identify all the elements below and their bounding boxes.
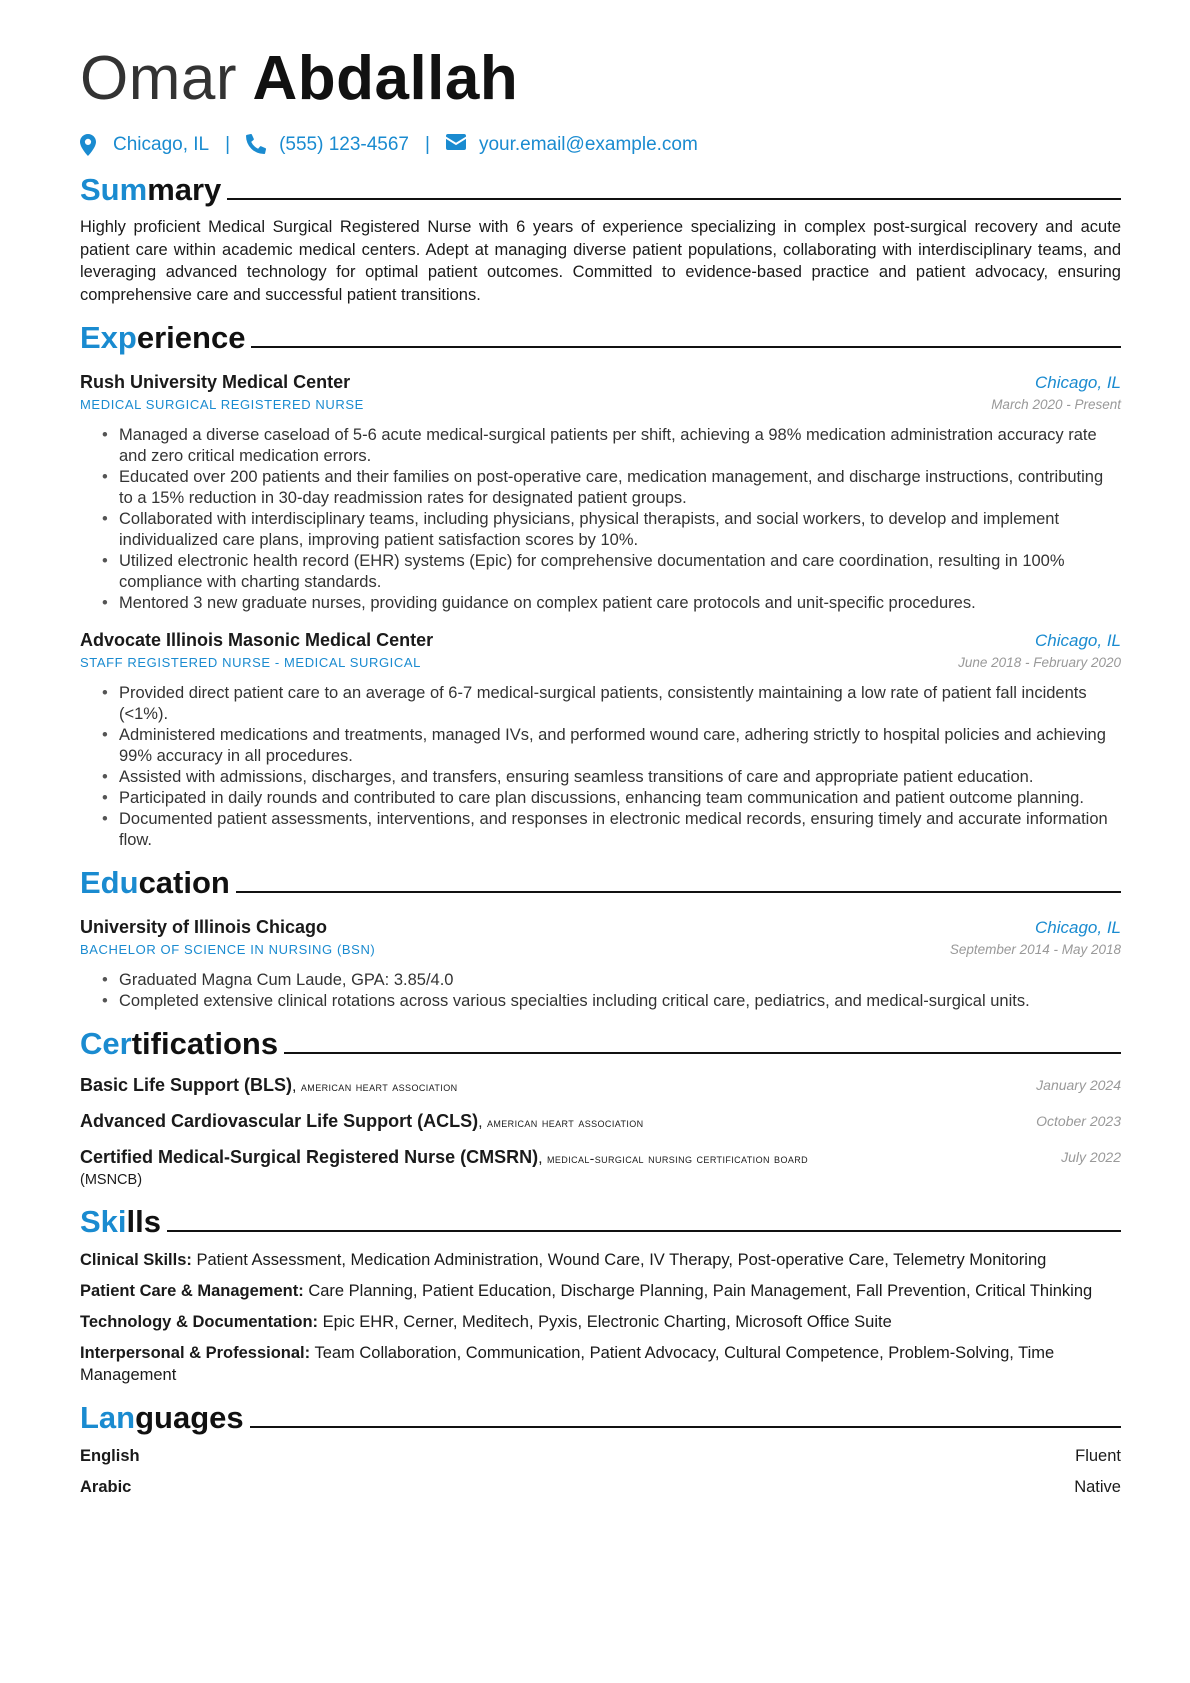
job-entry [80, 628, 1121, 851]
candidate-name [80, 40, 1121, 118]
section-title-accent: Lan [80, 1400, 136, 1435]
school-location: Chicago, IL [1035, 918, 1121, 937]
list-item: • Completed extensive clinical rotations across various specialties including critical care, pediatrics, and medical-surgical units. [102, 991, 1121, 1012]
certifications-heading [80, 1026, 1121, 1062]
skill-label: Clinical Skills: [80, 1251, 192, 1269]
job-location: Chicago, IL [1035, 373, 1121, 392]
contact-email[interactable] [446, 134, 698, 156]
languages-heading [80, 1400, 1121, 1436]
section-title-rest: cation [138, 865, 230, 900]
certification-issuer: medical-surgical nursing certification board [547, 1151, 809, 1166]
list-item: • Graduated Magna Cum Laude, GPA: 3.85/4.0 [102, 970, 1121, 991]
section-title [80, 865, 230, 901]
section-rule [284, 1052, 1121, 1054]
school-name: University of Illinois Chicago [80, 917, 328, 937]
certification-name: Advanced Cardiovascular Life Support (ACLS) [80, 1111, 479, 1131]
language-row [80, 1445, 1121, 1467]
experience-heading [80, 320, 1121, 356]
skill-value: Team Collaboration, Communication, Patient Advocacy, Cultural Competence, Problem-Solving, Time Management [80, 1344, 1055, 1384]
job-header [80, 628, 1121, 653]
certification-date: July 2022 [1061, 1149, 1121, 1165]
job-subheader [80, 395, 1121, 415]
summary-heading [80, 172, 1121, 208]
list-item: • Managed a diverse caseload of 5-6 acute medical-surgical patients per shift, achieving a 98% medication administration accuracy rate and zero critical medication errors. [102, 425, 1121, 467]
language-level: Fluent [1075, 1447, 1121, 1465]
section-title [80, 1026, 278, 1062]
phone-icon [246, 134, 268, 156]
skill-row [80, 1280, 1121, 1302]
section-title-accent: Sum [80, 172, 148, 207]
skill-value: Epic EHR, Cerner, Meditech, Pyxis, Electronic Charting, Microsoft Office Suite [322, 1313, 892, 1331]
job-subheader [80, 653, 1121, 673]
skills-heading [80, 1204, 1121, 1240]
first-name: Omar [80, 44, 237, 113]
summary-text: Highly proficient Medical Surgical Registered Nurse with 6 years of experience specializing in complex post-surgical recovery and acute patient care within academic medical centers. Adept at managing diverse patient populations, collaborating with interdisciplinary teams, and leveraging advanced technology for optimal patient outcomes. Committed to evidence-based practice and patient advocacy, ensuring comprehensive care and successful patient transitions. [80, 218, 1121, 304]
section-rule [167, 1230, 1121, 1232]
certification-issuer: american heart association [486, 1115, 644, 1130]
phone-text: (555) 123-4567 [279, 134, 409, 155]
contact-separator: | [425, 134, 430, 155]
job-role: MEDICAL SURGICAL REGISTERED NURSE [80, 397, 364, 412]
skill-label: Patient Care & Management: [80, 1282, 304, 1300]
certification-issuer-abbrev: (MSNCB) [80, 1172, 143, 1188]
section-rule [236, 891, 1121, 893]
job-entry [80, 370, 1121, 614]
skill-label: Interpersonal & Professional: [80, 1344, 311, 1362]
education-entry [80, 915, 1121, 1012]
certification-item [80, 1074, 1121, 1098]
section-title-accent: Ski [80, 1204, 127, 1239]
last-name: Abdallah [252, 44, 519, 113]
education-bullets [80, 970, 1121, 1012]
job-organization: Advocate Illinois Masonic Medical Center [80, 630, 434, 650]
section-title [80, 172, 221, 208]
section-title-rest: lls [126, 1204, 161, 1239]
list-item: • Participated in daily rounds and contributed to care plan discussions, enhancing team communication and patient outcome planning. [102, 788, 1121, 809]
job-dates: March 2020 - Present [991, 397, 1121, 412]
certification-name: Certified Medical-Surgical Registered Nurse (CMSRN) [80, 1147, 539, 1167]
certification-main: Advanced Cardiovascular Life Support (ACLS), american heart association [80, 1111, 644, 1131]
certification-issuer: american heart association [300, 1079, 458, 1094]
list-item: • Utilized electronic health record (EHR) systems (Epic) for comprehensive documentation and care coordination, resulting in 100% compliance with charting standards. [102, 551, 1121, 593]
skill-row [80, 1311, 1121, 1333]
section-rule [227, 198, 1121, 200]
language-name: English [80, 1447, 140, 1465]
education-heading [80, 865, 1121, 901]
skill-label: Technology & Documentation: [80, 1313, 319, 1331]
education-header [80, 915, 1121, 940]
language-row [80, 1476, 1121, 1498]
job-bullets [80, 425, 1121, 614]
section-rule [250, 1426, 1121, 1428]
language-level: Native [1074, 1478, 1121, 1496]
skill-row [80, 1342, 1121, 1386]
skill-value: Care Planning, Patient Education, Discharge Planning, Pain Management, Fall Prevention, Critical Thinking [308, 1282, 1093, 1300]
section-title-accent: Edu [80, 865, 139, 900]
list-item: • Documented patient assessments, interventions, and responses in electronic medical records, ensuring timely and accurate information flow. [102, 809, 1121, 851]
certification-date: October 2023 [1036, 1113, 1121, 1129]
list-item: • Collaborated with interdisciplinary teams, including physicians, physical therapists, and social workers, to develop and implement individualized care plans, improving patient satisfaction scores by 10%. [102, 509, 1121, 551]
section-title [80, 1400, 244, 1436]
job-header [80, 370, 1121, 395]
map-pin-icon [80, 134, 102, 156]
envelope-icon [446, 134, 468, 156]
section-title [80, 320, 245, 356]
language-name: Arabic [80, 1478, 132, 1496]
certification-main: Certified Medical-Surgical Registered Nurse (CMSRN), medical-surgical nursing certification board (MSNCB) [80, 1147, 809, 1188]
list-item: • Mentored 3 new graduate nurses, providing guidance on complex patient care protocols and unit-specific procedures. [102, 593, 1121, 614]
certification-item [80, 1146, 1121, 1190]
education-dates: September 2014 - May 2018 [949, 942, 1121, 957]
email-link[interactable]: your.email@example.com [478, 134, 698, 155]
list-item: • Administered medications and treatments, managed IVs, and performed wound care, adhering strictly to hospital policies and achieving 99% accuracy in all procedures. [102, 725, 1121, 767]
skill-row [80, 1249, 1121, 1271]
list-item: • Educated over 200 patients and their families on post-operative care, medication management, and discharge instructions, contributing to a 15% reduction in 30-day readmission rates for designated patient groups. [102, 467, 1121, 509]
section-title-accent: Cer [80, 1026, 132, 1061]
section-title-rest: erience [136, 320, 246, 355]
section-title-rest: tifications [131, 1026, 279, 1061]
list-item: • Provided direct patient care to an average of 6-7 medical-surgical patients, consistently maintaining a low rate of patient fall incidents (<1%). [102, 683, 1121, 725]
contact-location [80, 134, 209, 156]
location-text: Chicago, IL [113, 134, 210, 155]
contact-phone[interactable] [246, 134, 409, 156]
skill-value: Patient Assessment, Medication Administration, Wound Care, IV Therapy, Post-operative Care, Telemetry Monitoring [196, 1251, 1047, 1269]
certification-name: Basic Life Support (BLS) [80, 1075, 293, 1095]
job-dates: June 2018 - February 2020 [958, 655, 1121, 670]
job-location: Chicago, IL [1035, 631, 1121, 650]
certification-main: Basic Life Support (BLS), american heart association [80, 1075, 458, 1095]
job-role: STAFF REGISTERED NURSE - MEDICAL SURGICAL [80, 655, 421, 670]
list-item: • Assisted with admissions, discharges, and transfers, ensuring seamless transitions of care and appropriate patient education. [102, 767, 1121, 788]
section-title-rest: guages [135, 1400, 244, 1435]
job-organization: Rush University Medical Center [80, 372, 351, 392]
contact-line [80, 132, 1121, 158]
certification-item [80, 1110, 1121, 1134]
contact-separator: | [225, 134, 231, 155]
degree: BACHELOR OF SCIENCE IN NURSING (BSN) [80, 942, 376, 957]
section-title-accent: Exp [80, 320, 137, 355]
job-bullets [80, 683, 1121, 851]
section-rule [251, 346, 1121, 348]
section-title [80, 1204, 161, 1240]
section-title-rest: mary [147, 172, 222, 207]
education-subheader [80, 940, 1121, 960]
certification-date: January 2024 [1036, 1077, 1121, 1093]
